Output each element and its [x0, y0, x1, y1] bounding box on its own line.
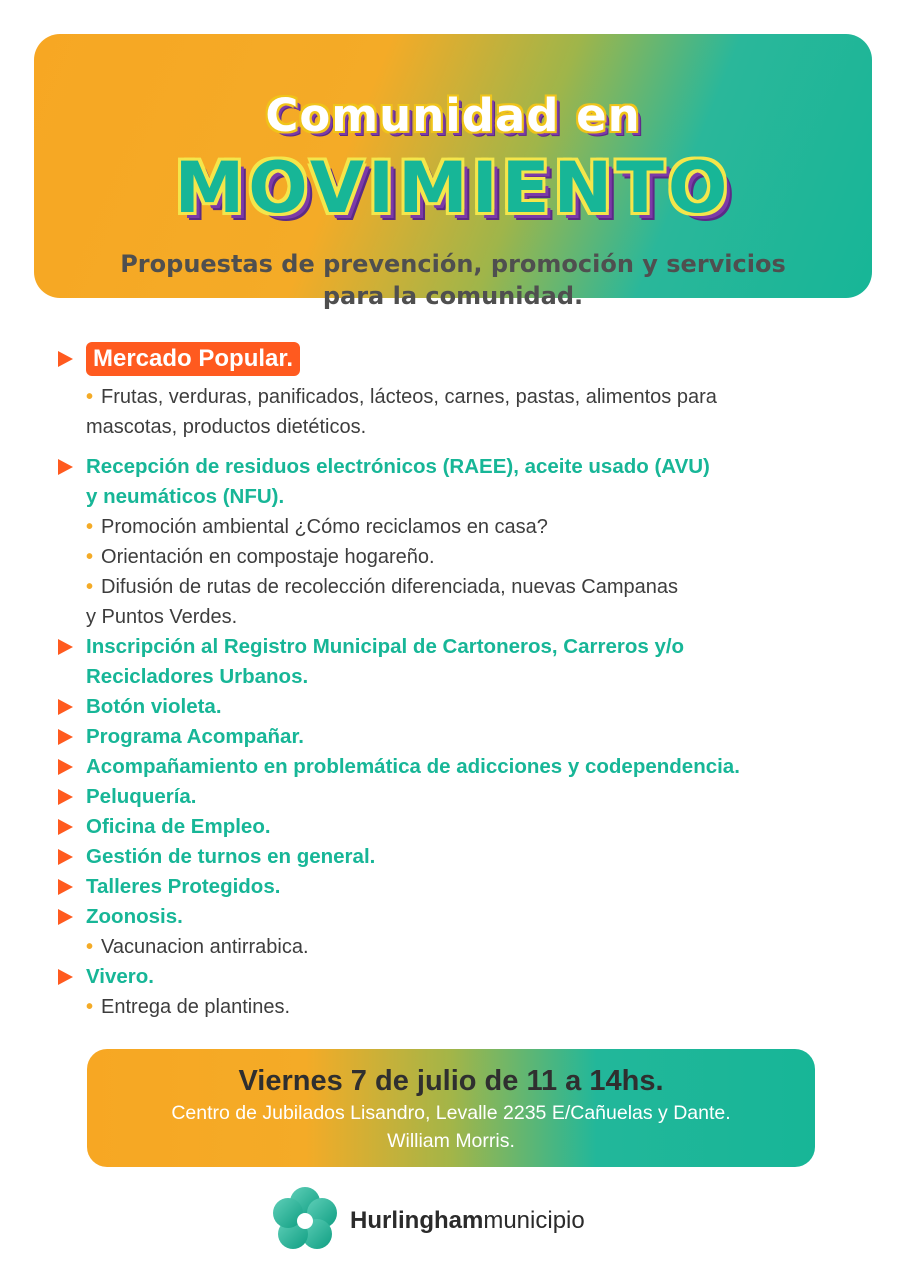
list-item-raee: [56, 452, 876, 632]
mercado-detail-line2: mascotas, productos dietéticos.: [86, 416, 367, 438]
hero-banner: [34, 34, 872, 310]
logo-suffix: municipio: [483, 1207, 585, 1234]
arrow-icon: [58, 759, 73, 775]
adicciones-title: Acompañamiento en problemática de adicciones y codependencia.: [86, 755, 740, 778]
arrow-icon: [58, 459, 73, 475]
zoonosis-title: Zoonosis.: [86, 905, 183, 928]
arrow-icon: [58, 969, 73, 985]
list-item-peluqueria: [56, 782, 876, 812]
raee-sub1: Promoción ambiental ¿Cómo reciclamos en casa?: [101, 516, 548, 538]
zoonosis-sub1: Vacunacion antirrabica.: [101, 936, 309, 958]
services-list: [56, 342, 876, 1022]
raee-detail: [86, 512, 876, 632]
turnos-title: Gestión de turnos en general.: [86, 845, 376, 868]
hero-title-line2: MOVIMIENTO: [174, 147, 732, 229]
list-item-adicciones: [56, 752, 876, 782]
acompanar-title: Programa Acompañar.: [86, 725, 304, 748]
vivero-detail: [86, 992, 876, 1022]
mercado-detail-line1: Frutas, verduras, panificados, lácteos, carnes, pastas, alimentos para: [101, 386, 717, 408]
list-item-zoonosis: [56, 902, 876, 962]
arrow-icon: [58, 789, 73, 805]
list-item-empleo: [56, 812, 876, 842]
hero-subtitle-line1: Propuestas de prevención, promoción y servicios: [120, 250, 786, 278]
arrow-icon: [58, 849, 73, 865]
registro-title-line2: Recicladores Urbanos.: [86, 665, 309, 688]
raee-title-line2: y neumáticos (NFU).: [86, 485, 285, 508]
list-item-boton-violeta: [56, 692, 876, 722]
zoonosis-detail: [86, 932, 876, 962]
raee-title-line1: Recepción de residuos electrónicos (RAEE), aceite usado (AVU): [86, 455, 710, 478]
list-item-registro: [56, 632, 876, 692]
bullet-icon: •: [86, 996, 94, 1018]
talleres-title: Talleres Protegidos.: [86, 875, 281, 898]
arrow-icon: [58, 699, 73, 715]
raee-sub3-line2: y Puntos Verdes.: [86, 606, 238, 628]
arrow-icon: [58, 909, 73, 925]
boton-violeta-title: Botón violeta.: [86, 695, 222, 718]
event-info-box: [87, 1049, 815, 1167]
empleo-title: Oficina de Empleo.: [86, 815, 271, 838]
raee-sub3-line1: Difusión de rutas de recolección diferenciada, nuevas Campanas: [101, 576, 679, 598]
hero-subtitle-line2: para la comunidad.: [322, 282, 584, 310]
flower-logo-icon: [270, 1186, 340, 1256]
mercado-popular-label: Mercado Popular.: [86, 342, 300, 376]
registro-title-line1: Inscripción al Registro Municipal de Cartoneros, Carreros y/o: [86, 635, 685, 658]
vivero-title: Vivero.: [86, 965, 154, 988]
arrow-icon: [58, 639, 73, 655]
list-item-acompanar: [56, 722, 876, 752]
peluqueria-title: Peluquería.: [86, 785, 197, 808]
list-item-vivero: [56, 962, 876, 1022]
vivero-sub1: Entrega de plantines.: [101, 996, 291, 1018]
bullet-icon: •: [86, 576, 94, 598]
event-place-line1: Centro de Jubilados Lisandro, Levalle 2235 E/Cañuelas y Dante.: [171, 1102, 731, 1124]
bullet-icon: •: [86, 516, 94, 538]
arrow-icon: [58, 729, 73, 745]
arrow-icon: [58, 351, 73, 367]
list-item-talleres: [56, 872, 876, 902]
event-place-line2: William Morris.: [387, 1130, 515, 1152]
hero-title-line1: Comunidad en: [265, 89, 641, 142]
bullet-icon: •: [86, 386, 94, 408]
list-item-mercado: [56, 342, 876, 442]
logo-name: Hurlingham: [350, 1207, 484, 1234]
bullet-icon: •: [86, 546, 94, 568]
logo-text: [350, 1204, 585, 1238]
arrow-icon: [58, 819, 73, 835]
arrow-icon: [58, 879, 73, 895]
mercado-detail: [86, 382, 876, 442]
raee-sub2: Orientación en compostaje hogareño.: [101, 546, 435, 568]
list-item-turnos: [56, 842, 876, 872]
hurlingham-logo: [270, 1186, 630, 1256]
bullet-icon: •: [86, 936, 94, 958]
event-date: Viernes 7 de julio de 11 a 14hs.: [238, 1065, 664, 1097]
hero-subtitle: [74, 248, 832, 312]
